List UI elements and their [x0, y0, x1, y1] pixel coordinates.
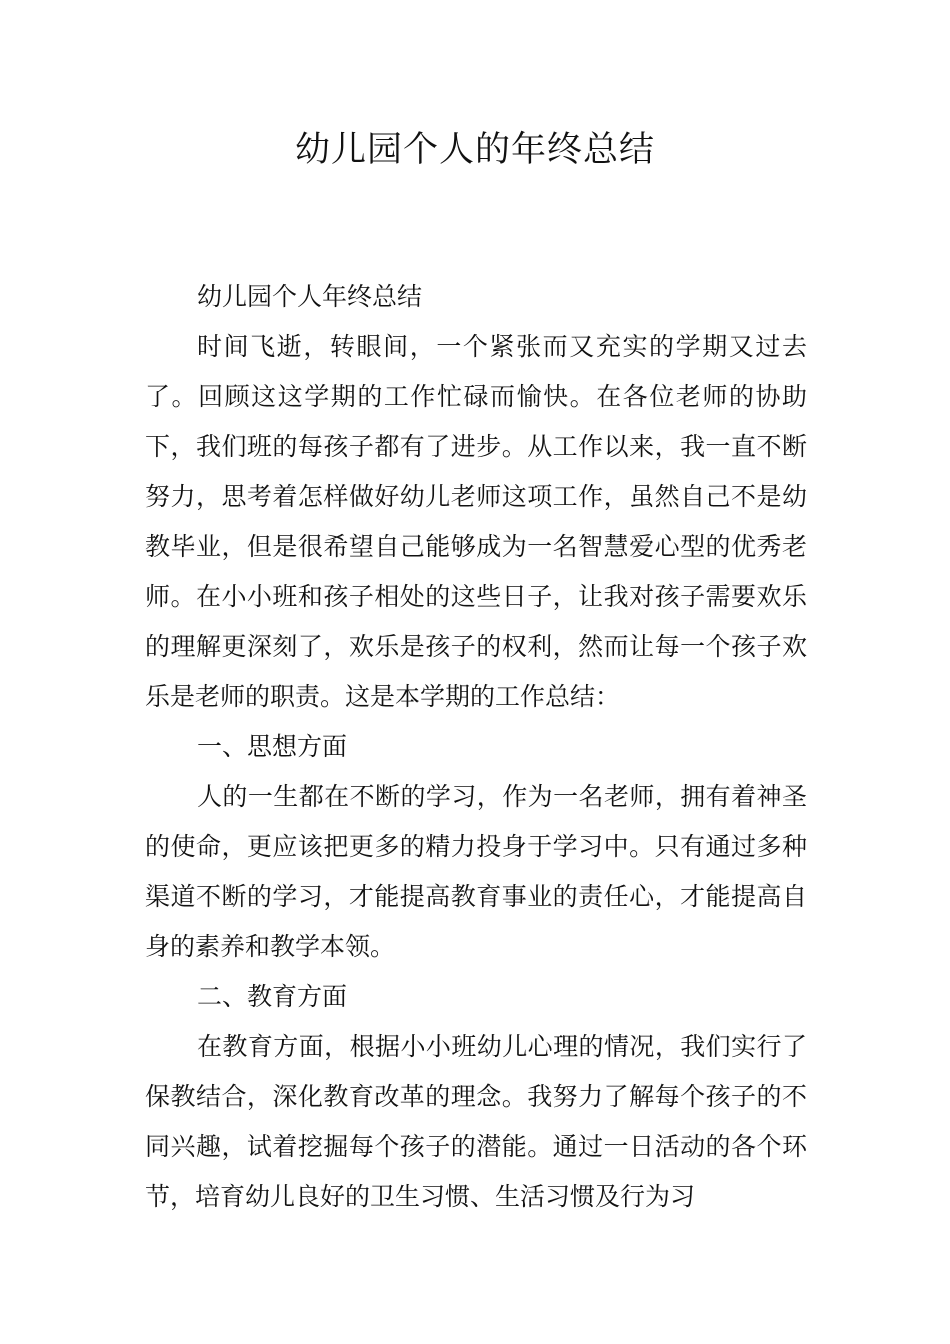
paragraph-subtitle: 幼儿园个人年终总结: [197, 282, 423, 311]
section-heading-education: 二、教育方面: [197, 982, 348, 1011]
paragraph-education: 在教育方面，根据小小班幼儿心理的情况，我们实行了保教结合，深化教育改革的理念。我努力了解每个孩子的不同兴趣，试着挖掘每个孩子的潜能。通过一日活动的各个环节，培育幼儿良好的卫生习惯、生活习惯及行为习: [145, 1032, 807, 1211]
document-body: [145, 272, 807, 1222]
section-heading-thought: 一、思想方面: [197, 732, 348, 761]
document-title: 幼儿园个人的年终总结: [294, 130, 655, 170]
paragraph-intro: 时间飞逝，转眼间，一个紧张而又充实的学期又过去了。回顾这这学期的工作忙碌而愉快。在各位老师的协助下，我们班的每孩子都有了进步。从工作以来，我一直不断努力，思考着怎样做好幼儿老师这项工作，虽然自己不是幼教毕业，但是很希望自己能够成为一名智慧爱心型的优秀老师。在小小班和孩子相处的这些日子，让我对孩子需要欢乐的理解更深刻了，欢乐是孩子的权利，然而让每一个孩子欢乐是老师的职责。这是本学期的工作总结：: [145, 332, 807, 711]
paragraph-thought: 人的一生都在不断的学习，作为一名老师，拥有着神圣的使命，更应该把更多的精力投身于学习中。只有通过多种渠道不断的学习，才能提高教育事业的责任心，才能提高自身的素养和教学本领。: [145, 782, 807, 961]
